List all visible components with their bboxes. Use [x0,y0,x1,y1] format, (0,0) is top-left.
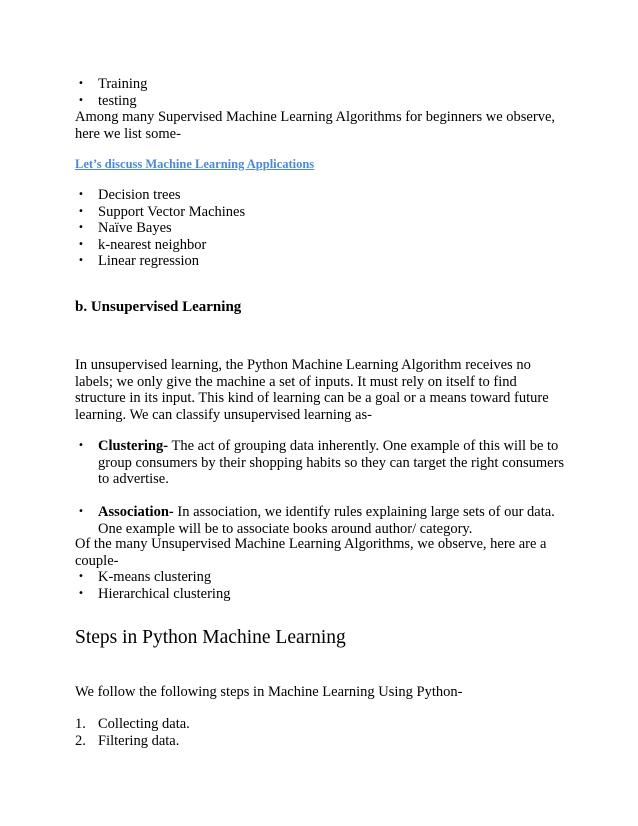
list-item: • Decision trees [75,187,565,204]
ml-applications-link[interactable]: Let’s discuss Machine Learning Applications [75,157,315,171]
list-item: • Naïve Bayes [75,220,565,237]
intro-paragraph: Among many Supervised Machine Learning Algorithms for beginners we observe, here we list some- [75,109,556,142]
couple-paragraph: Of the many Unsupervised Machine Learning Algorithms, we observe, here are a couple- [75,536,547,569]
step-item: 2. Filtering data. [75,732,180,749]
list-item: • Linear regression [75,253,565,270]
list-item-clustering [75,438,565,488]
list-item: • Support Vector Machines [75,204,565,221]
list-item: • K-means clustering [75,569,565,586]
steps-heading: Steps in Python Machine Learning [75,627,346,648]
list-item: • k-nearest neighbor [75,237,565,254]
list-item-association [75,504,565,537]
supervised-algorithms-list [75,187,565,270]
association-list [75,504,565,537]
steps-intro: We follow the following steps in Machine Learning Using Python- [75,684,463,700]
steps-list [75,716,565,749]
step-item: 1. Collecting data. [75,716,190,732]
association-term: Association- [98,504,174,520]
clustering-text: The act of grouping data inherently. One example of this will be to group consumers by their shopping habits so they can target the right consumers to advertise. [98,438,565,487]
list-top [75,76,565,109]
link-paragraph [75,156,565,173]
unsupervised-heading: b. Unsupervised Learning [75,299,242,315]
list-item: • Hierarchical clustering [75,586,565,603]
unsupervised-paragraph: In unsupervised learning, the Python Machine Learning Algorithm receives no labels; we only give the machine a set of inputs. It must rely on itself to find structure in its input. This kind of learning can be a goal or a means toward future learning. We can classify unsupervised learning as- [75,357,549,423]
association-text: In association, we identify rules explaining large sets of our data. One example will be to associate books around author/ category. [98,504,555,537]
clustering-list [75,438,565,488]
unsupervised-algorithms-list [75,569,565,602]
clustering-term: Clustering- [98,438,169,454]
list-item: • testing [75,93,565,110]
list-item: • Training [75,76,565,93]
